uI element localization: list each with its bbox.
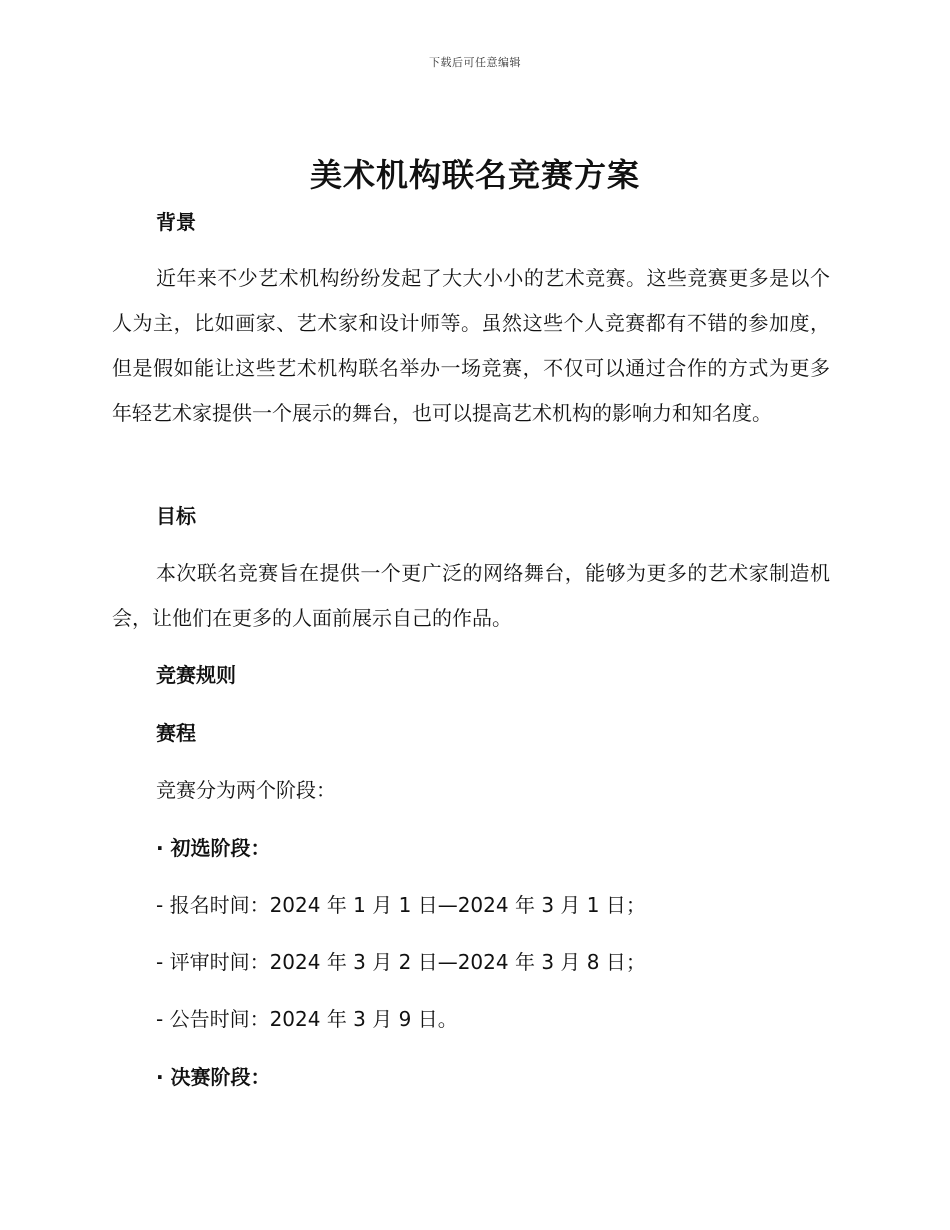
paragraph-goal: 本次联名竞赛旨在提供一个更广泛的网络舞台，能够为更多的艺术家制造机会，让他们在更多的人面前展示自己的作品。 <box>112 561 830 630</box>
preliminary-item: - 评审时间：2024 年 3 月 2 日—2024 年 3 月 8 日； <box>156 950 646 974</box>
section-heading-schedule: 赛程 <box>156 721 196 745</box>
section-heading-goal: 目标 <box>156 504 196 528</box>
section-heading-rules: 竞赛规则 <box>156 663 236 687</box>
document-title: 美术机构联名竞赛方案 <box>309 156 640 194</box>
final-stage-label: · 决赛阶段： <box>156 1065 271 1089</box>
preliminary-stage-label: · 初选阶段： <box>156 836 271 860</box>
schedule-intro: 竞赛分为两个阶段： <box>156 778 336 802</box>
preliminary-item: - 报名时间：2024 年 1 月 1 日—2024 年 3 月 1 日； <box>156 893 646 917</box>
header-note: 下载后可任意编辑 <box>429 56 521 69</box>
paragraph-background: 近年来不少艺术机构纷纷发起了大大小小的艺术竞赛。这些竞赛更多是以个人为主，比如画家、艺术家和设计师等。虽然这些个人竞赛都有不错的参加度，但是假如能让这些艺术机构联名举办一场竞赛，不仅可以通过合作的方式为更多年轻艺术家提供一个展示的舞台，也可以提高艺术机构的影响力和知名度。 <box>112 266 830 425</box>
section-heading-background: 背景 <box>156 210 196 234</box>
preliminary-item: - 公告时间：2024 年 3 月 9 日。 <box>156 1007 458 1031</box>
